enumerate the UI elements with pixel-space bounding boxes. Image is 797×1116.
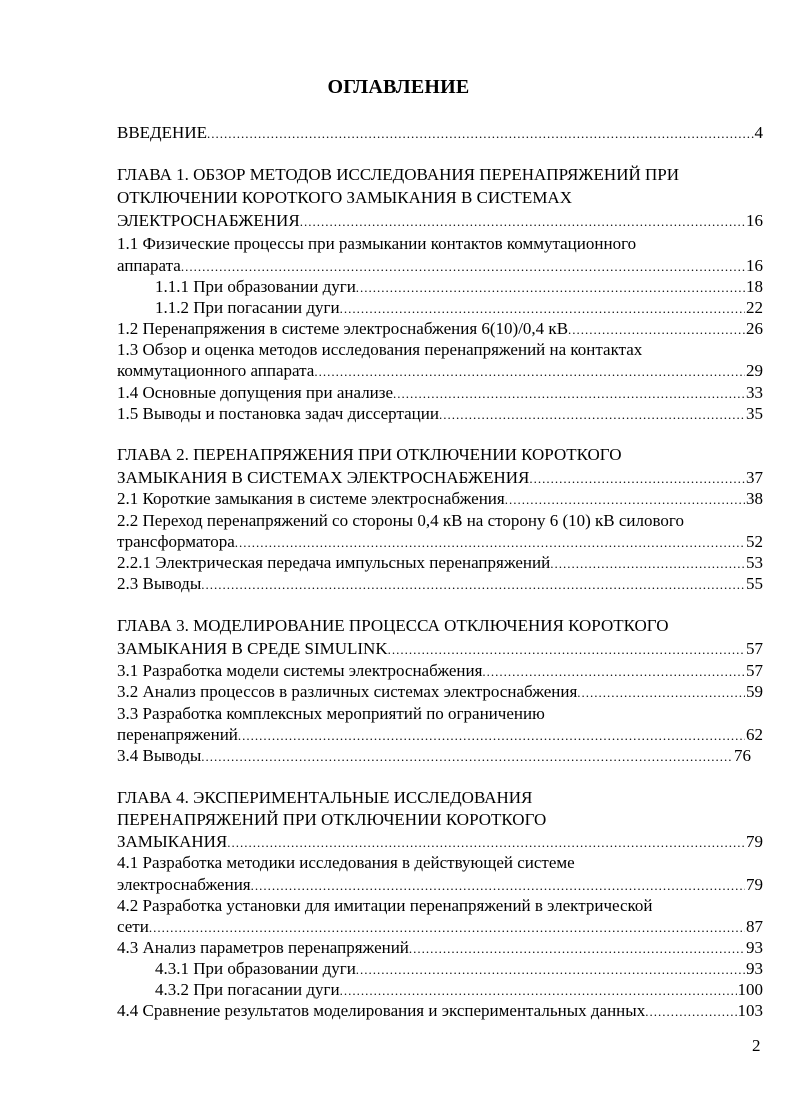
toc-page-number: 93 (746, 938, 763, 957)
toc-section-title-line: 1.3 Обзор и оценка методов исследования перенапряжений на контактах (117, 340, 643, 359)
toc-entry-label: 2.3 Выводы (117, 574, 202, 593)
toc-page-number: 57 (746, 661, 763, 680)
toc-chapter-title-line: ГЛАВА 1. ОБЗОР МЕТОДОВ ИССЛЕДОВАНИЯ ПЕРЕНАПРЯЖЕНИЙ ПРИ (117, 165, 680, 184)
toc-leader-dots (529, 469, 745, 489)
toc-leader-dots (645, 1002, 736, 1022)
toc-page-number: 53 (746, 553, 763, 572)
toc-page-number: 57 (746, 639, 763, 658)
toc-leader-dots (314, 362, 745, 382)
toc-entry-4-1 (117, 875, 763, 896)
toc-page-number: 87 (746, 917, 763, 936)
toc-entry-label: трансформатора (117, 532, 235, 551)
toc-entry-2-3 (117, 574, 763, 595)
toc-entry-4-3 (117, 938, 763, 959)
toc-leader-dots (356, 960, 745, 980)
toc-page-number: 79 (746, 875, 763, 894)
toc-entry-label: 1.2 Перенапряжения в системе электроснабжения 6(10)/0,4 кВ (117, 319, 569, 338)
toc-leader-dots (393, 384, 745, 404)
toc-leader-dots (207, 124, 754, 144)
toc-leader-dots (482, 662, 745, 682)
toc-page-number: 16 (746, 211, 763, 230)
toc-page-number: 18 (746, 277, 763, 296)
toc-page-number: 55 (746, 574, 763, 593)
toc-leader-dots (201, 747, 733, 767)
toc-entry-label: 2.2.1 Электрическая передача импульсных перенапряжений (117, 553, 551, 572)
toc-entry-2-2 (117, 532, 763, 553)
toc-entry-label: 4.4 Сравнение результатов моделирования и экспериментальных данных (117, 1001, 646, 1020)
toc-page-number: 62 (746, 725, 763, 744)
toc-page-number: 52 (746, 532, 763, 551)
toc-entry-2-2-1 (117, 553, 763, 574)
toc-page-number: 93 (746, 959, 763, 978)
toc-leader-dots (550, 554, 745, 574)
toc-entry-label: 4.3.2 При погасании дуги (155, 980, 340, 999)
toc-entry-label: ВВЕДЕНИЕ (117, 123, 207, 142)
toc-page-number: 37 (746, 468, 763, 487)
toc-leader-dots (340, 981, 737, 1001)
toc-page-number: 59 (746, 682, 763, 701)
toc-section-title-line: 1.1 Физические процессы при размыкании контактов коммутационного (117, 234, 637, 253)
toc-entry-label: 4.3.1 При образовании дуги (155, 959, 356, 978)
toc-entry-label: коммутационного аппарата (117, 361, 315, 380)
toc-leader-dots (568, 320, 745, 340)
toc-entry-4-3-2 (155, 980, 763, 1001)
toc-page-number: 35 (746, 404, 763, 423)
toc-entry-label: ЗАМЫКАНИЯ (117, 832, 228, 851)
toc-entry-label: 3.2 Анализ процессов в различных системах электроснабжения (117, 682, 578, 701)
toc-entry-1-5 (117, 404, 763, 425)
toc-leader-dots (388, 640, 745, 660)
toc-entry-label: 1.5 Выводы и постановка задач диссертации (117, 404, 439, 423)
toc-entry-label: 2.1 Короткие замыкания в системе электроснабжения (117, 489, 505, 508)
toc-section-title-line: 4.2 Разработка установки для имитации перенапряжений в электрической (117, 896, 653, 915)
toc-page-number: 79 (746, 832, 763, 851)
toc-entry-chapter-4 (117, 832, 763, 853)
toc-section-title-line: 3.3 Разработка комплексных мероприятий по ограничению (117, 704, 545, 723)
toc-entry-label: 1.1.1 При образовании дуги (155, 277, 356, 296)
toc-entry-label: 4.3 Анализ параметров перенапряжений (117, 938, 409, 957)
toc-page-number: 103 (737, 1001, 763, 1020)
page-title: ОГЛАВЛЕНИЕ (327, 76, 470, 98)
toc-leader-dots (439, 405, 745, 425)
toc-entry-label: ЭЛЕКТРОСНАБЖЕНИЯ (117, 211, 300, 230)
toc-entry-introduction (117, 123, 763, 144)
page-number: 2 (752, 1036, 761, 1055)
toc-entry-1-3 (117, 361, 763, 382)
toc-entry-4-4 (117, 1001, 763, 1022)
toc-entry-2-1 (117, 489, 763, 510)
toc-entry-chapter-3 (117, 639, 763, 660)
toc-entry-label: перенапряжений (117, 725, 238, 744)
toc-entry-1-2 (117, 319, 763, 340)
toc-page-number: 38 (746, 489, 763, 508)
toc-leader-dots (505, 490, 745, 510)
toc-entry-label: 3.1 Разработка модели системы электроснабжения (117, 661, 483, 680)
toc-leader-dots (356, 278, 745, 298)
toc-entry-1-1 (117, 256, 763, 277)
toc-entry-4-3-1 (155, 959, 763, 980)
toc-chapter-title-line: ГЛАВА 3. МОДЕЛИРОВАНИЕ ПРОЦЕССА ОТКЛЮЧЕНИЯ КОРОТКОГО (117, 616, 669, 635)
toc-entry-label: электроснабжения (117, 875, 251, 894)
toc-entry-label: 3.4 Выводы (117, 746, 202, 765)
toc-entry-label: ЗАМЫКАНИЯ В СИСТЕМАХ ЭЛЕКТРОСНАБЖЕНИЯ (117, 468, 530, 487)
toc-leader-dots (238, 726, 745, 746)
toc-page-number: 4 (754, 123, 763, 142)
toc-leader-dots (251, 876, 745, 896)
toc-page-number: 33 (746, 383, 763, 402)
toc-section-title-line: 2.2 Переход перенапряжений со стороны 0,4 кВ на сторону 6 (10) кВ силового (117, 511, 684, 530)
toc-chapter-title-line: ПЕРЕНАПРЯЖЕНИЙ ПРИ ОТКЛЮЧЕНИИ КОРОТКОГО (117, 810, 547, 829)
toc-section-title-line: 4.1 Разработка методики исследования в действующей системе (117, 853, 575, 872)
toc-entry-label: 1.4 Основные допущения при анализе (117, 383, 394, 402)
toc-entry-1-1-2 (155, 298, 763, 319)
toc-leader-dots (181, 257, 745, 277)
toc-entry-3-3 (117, 725, 763, 746)
toc-chapter-title-line: ГЛАВА 2. ПЕРЕНАПРЯЖЕНИЯ ПРИ ОТКЛЮЧЕНИИ КОРОТКОГО (117, 445, 622, 464)
toc-leader-dots (227, 833, 745, 853)
toc-entry-4-2 (117, 917, 763, 938)
toc-entry-chapter-2 (117, 468, 763, 489)
toc-entry-label: сети (117, 917, 149, 936)
toc-leader-dots (340, 299, 745, 319)
toc-leader-dots (235, 533, 745, 553)
toc-entry-label: 1.1.2 При погасании дуги (155, 298, 340, 317)
toc-entry-3-2 (117, 682, 763, 703)
toc-chapter-title-line: ГЛАВА 4. ЭКСПЕРИМЕНТАЛЬНЫЕ ИССЛЕДОВАНИЯ (117, 788, 533, 807)
toc-page-number: 76 (734, 746, 751, 765)
toc-entry-3-1 (117, 661, 763, 682)
toc-entry-chapter-1 (117, 211, 763, 232)
toc-page-number: 16 (746, 256, 763, 275)
toc-entry-1-4 (117, 383, 763, 404)
toc-entry-label: ЗАМЫКАНИЯ В СРЕДЕ SIMULINK (117, 639, 388, 658)
toc-leader-dots (409, 939, 745, 959)
toc-entry-label: аппарата (117, 256, 181, 275)
toc-page-number: 29 (746, 361, 763, 380)
toc-page-number: 22 (746, 298, 763, 317)
toc-leader-dots (300, 212, 745, 232)
toc-entry-1-1-1 (155, 277, 763, 298)
toc-leader-dots (149, 918, 745, 938)
toc-chapter-title-line: ОТКЛЮЧЕНИИ КОРОТКОГО ЗАМЫКАНИЯ В СИСТЕМАХ (117, 188, 572, 207)
toc-page-number: 26 (746, 319, 763, 338)
toc-entry-3-4 (117, 746, 751, 767)
toc-leader-dots (577, 683, 745, 703)
toc-leader-dots (201, 575, 745, 595)
toc-page-number: 100 (737, 980, 763, 999)
